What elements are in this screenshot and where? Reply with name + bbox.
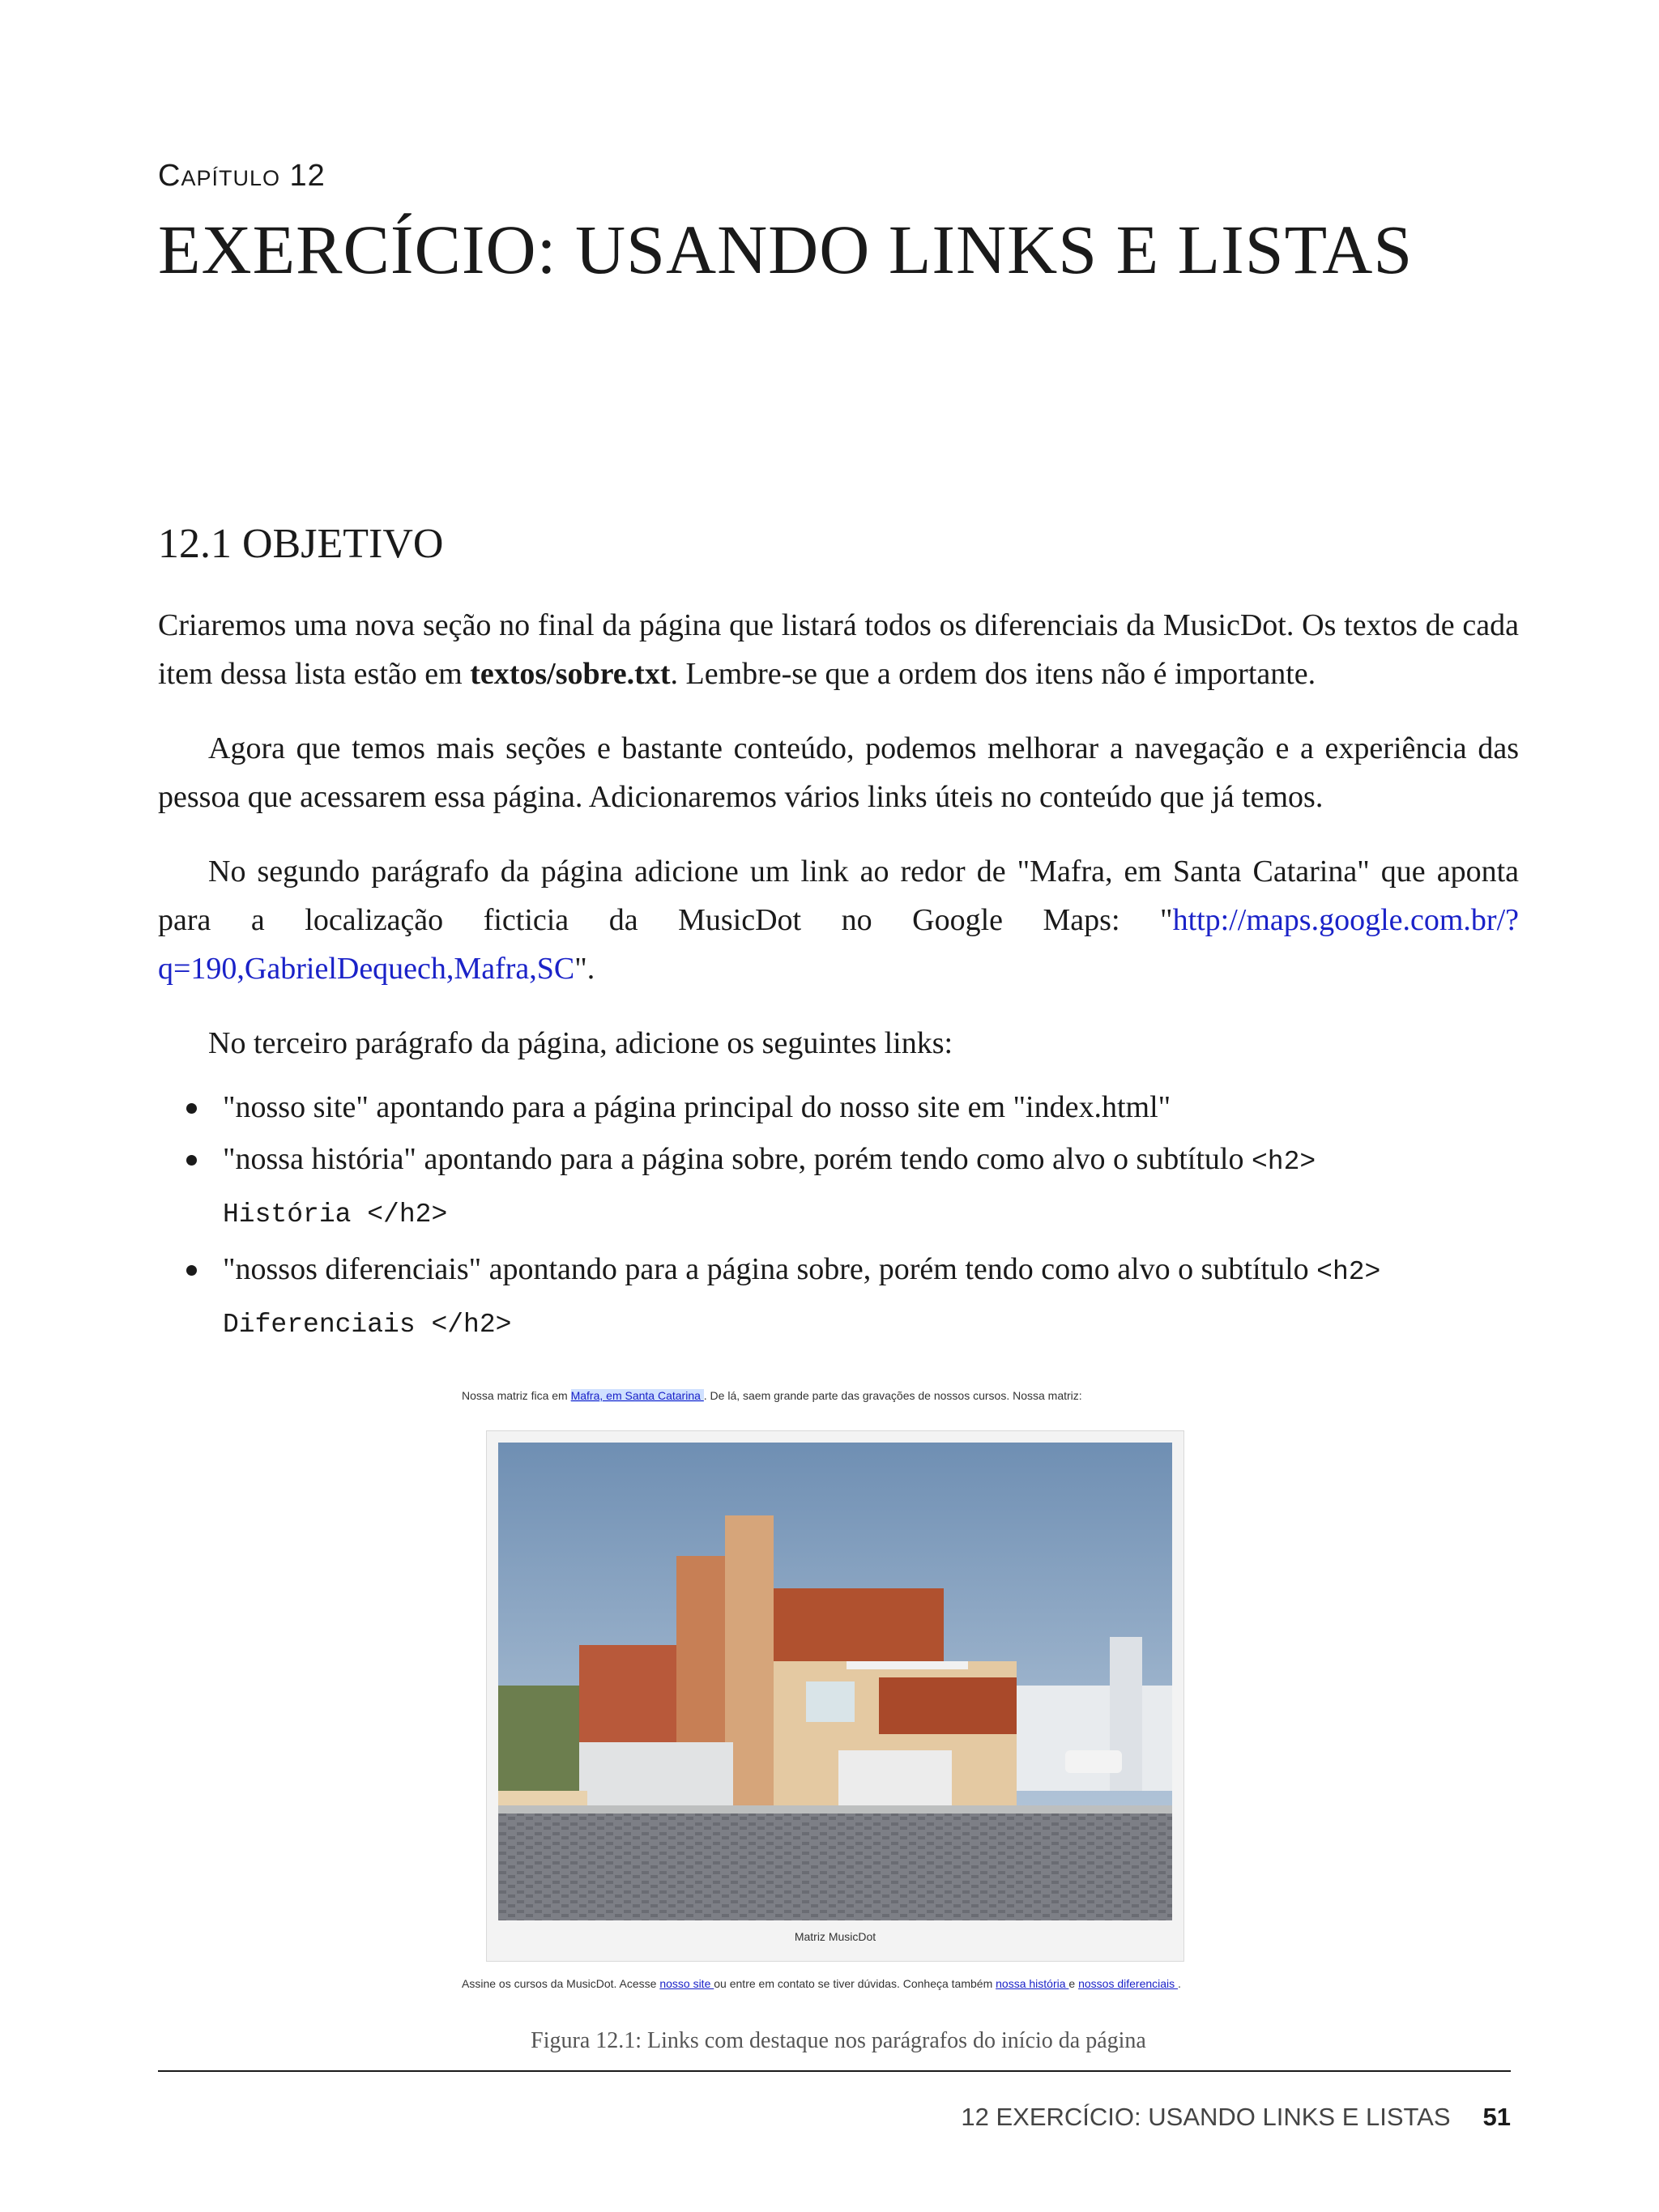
code-snippet: Diferenciais </h2>	[223, 1310, 512, 1340]
nossa-historia-link[interactable]: nossa história	[996, 1977, 1069, 1990]
photo-frame	[486, 1430, 1184, 1962]
figure-screenshot	[462, 1377, 1353, 2017]
maps-link[interactable]: http://maps.google.com.br/?q=190,GabrielDequech,Mafra,SC	[158, 903, 1519, 986]
paragraph-2: Agora que temos mais seções e bastante conteúdo, podemos melhorar a navegação e a experiência das pessoa que acessarem essa página. Adicionaremos vários links úteis no conteúdo que já temos.	[158, 731, 1519, 814]
figure-caption: Figura 12.1: Links com destaque nos parágrafos do início da página	[531, 2028, 1146, 2053]
code-snippet: <h2>	[1316, 1257, 1381, 1287]
chapter-label: Capítulo 12	[158, 159, 326, 193]
bullet-list	[158, 1082, 1519, 1353]
footer-rule	[158, 2070, 1511, 2072]
code-snippet: História </h2>	[223, 1200, 448, 1230]
page-footer	[961, 2103, 1511, 2132]
body-text	[158, 601, 1519, 1354]
photo-caption: Matriz MusicDot	[794, 1930, 876, 1943]
list-item: "nossa história" apontando para a página sobre, porém tendo como alvo o subtítulo <h2> História </h2>	[158, 1134, 1519, 1242]
paragraph-1: Criaremos uma nova seção no final da página que listará todos os diferenciais da MusicDot. Os textos de cada item dessa lista estão em textos/sobre.txt. Lembre-se que a ordem dos itens não é importante.	[158, 608, 1519, 691]
chapter-title: EXERCÍCIO: USANDO LINKS E LISTAS	[158, 211, 1414, 288]
figure-top-text: Nossa matriz fica em Mafra, em Santa Catarina . De lá, saem grande parte das gravações de nossos cursos. Nossa matriz:	[462, 1389, 1082, 1402]
file-path: textos/sobre.txt	[470, 657, 671, 691]
code-snippet: <h2>	[1251, 1147, 1316, 1177]
page-number: 51	[1482, 2103, 1511, 2131]
list-item: "nossos diferenciais" apontando para a página sobre, porém tendo como alvo o subtítulo <h2> Diferenciais </h2>	[158, 1244, 1519, 1353]
figure-mafra-link[interactable]: Mafra, em Santa Catarina	[570, 1389, 704, 1402]
nosso-site-link[interactable]: nosso site	[659, 1977, 714, 1990]
running-title: 12 EXERCÍCIO: USANDO LINKS E LISTAS	[961, 2103, 1451, 2131]
building-photo	[498, 1443, 1172, 1920]
paragraph-4: No terceiro parágrafo da página, adicione os seguintes links:	[208, 1026, 953, 1060]
list-item: "nosso site" apontando para a página principal do nosso site em "index.html"	[158, 1082, 1519, 1132]
section-title: 12.1 OBJETIVO	[158, 521, 444, 567]
paragraph-3: No segundo parágrafo da página adicione um link ao redor de "Mafra, em Santa Catarina" que aponta para a localização ficticia da MusicDot no Google Maps: "http://maps.google.com.br/?q=190,GabrielDequech,Mafra,SC".	[158, 855, 1519, 986]
nossos-diferenciais-link[interactable]: nossos diferenciais	[1078, 1977, 1179, 1990]
figure-bottom-text: Assine os cursos da MusicDot. Acesse nosso site ou entre em contato se tiver dúvidas. Conheça também nossa história e nossos diferenciais .	[462, 1977, 1181, 1990]
